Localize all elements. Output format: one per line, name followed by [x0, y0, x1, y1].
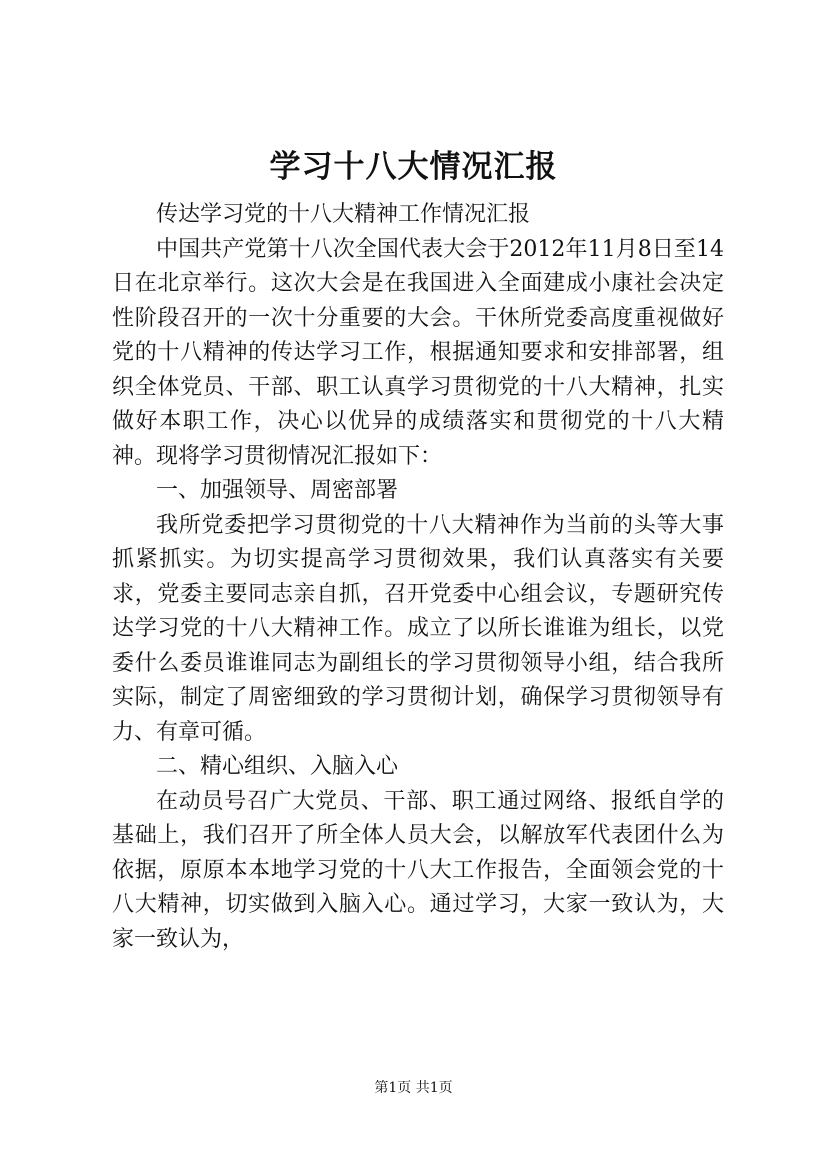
section-heading-2: 二、精心组织、入脑入心 — [156, 754, 399, 779]
page-footer: 第1页 共1页 — [374, 1080, 453, 1096]
document-body — [112, 198, 724, 957]
section-heading-1: 一、加强领导、周密部署 — [156, 478, 399, 503]
paragraph-subtitle: 传达学习党的十八大精神工作情况汇报 — [156, 202, 531, 227]
paragraph-section-1: 我所党委把学习贯彻党的十八大精神作为当前的头等大事抓紧抓实。为切实提高学习贯彻效果，我们认真落实有关要求，党委主要同志亲自抓，召开党委中心组会议，专题研究传达学习党的十八大精神工作。成立了以所长谁谁为组长，以党委什么委员谁谁同志为副组长的学习贯彻领导小组，结合我所实际，制定了周密细致的学习贯彻计划，确保学习贯彻领导有力、有章可循。 — [112, 512, 724, 745]
paragraph-section-2: 在动员号召广大党员、干部、职工通过网络、报纸自学的基础上，我们召开了所全体人员大会，以解放军代表团什么为依据，原原本本地学习党的十八大工作报告，全面领会党的十八大精神，切实做到入脑入心。通过学习，大家一致认为，大家一致认为， — [112, 788, 724, 952]
paragraph-intro: 中国共产党第十八次全国代表大会于2012年11月8日至14日在北京举行。这次大会是在我国进入全面建成小康社会决定性阶段召开的一次十分重要的大会。干休所党委高度重视做好党的十八精神的传达学习工作，根据通知要求和安排部署，组织全体党员、干部、职工认真学习贯彻党的十八大精神，扎实做好本职工作，决心以优异的成绩落实和贯彻党的十八大精神。现将学习贯彻情况汇报如下： — [112, 236, 724, 469]
document-title: 学习十八大情况汇报 — [269, 149, 558, 185]
